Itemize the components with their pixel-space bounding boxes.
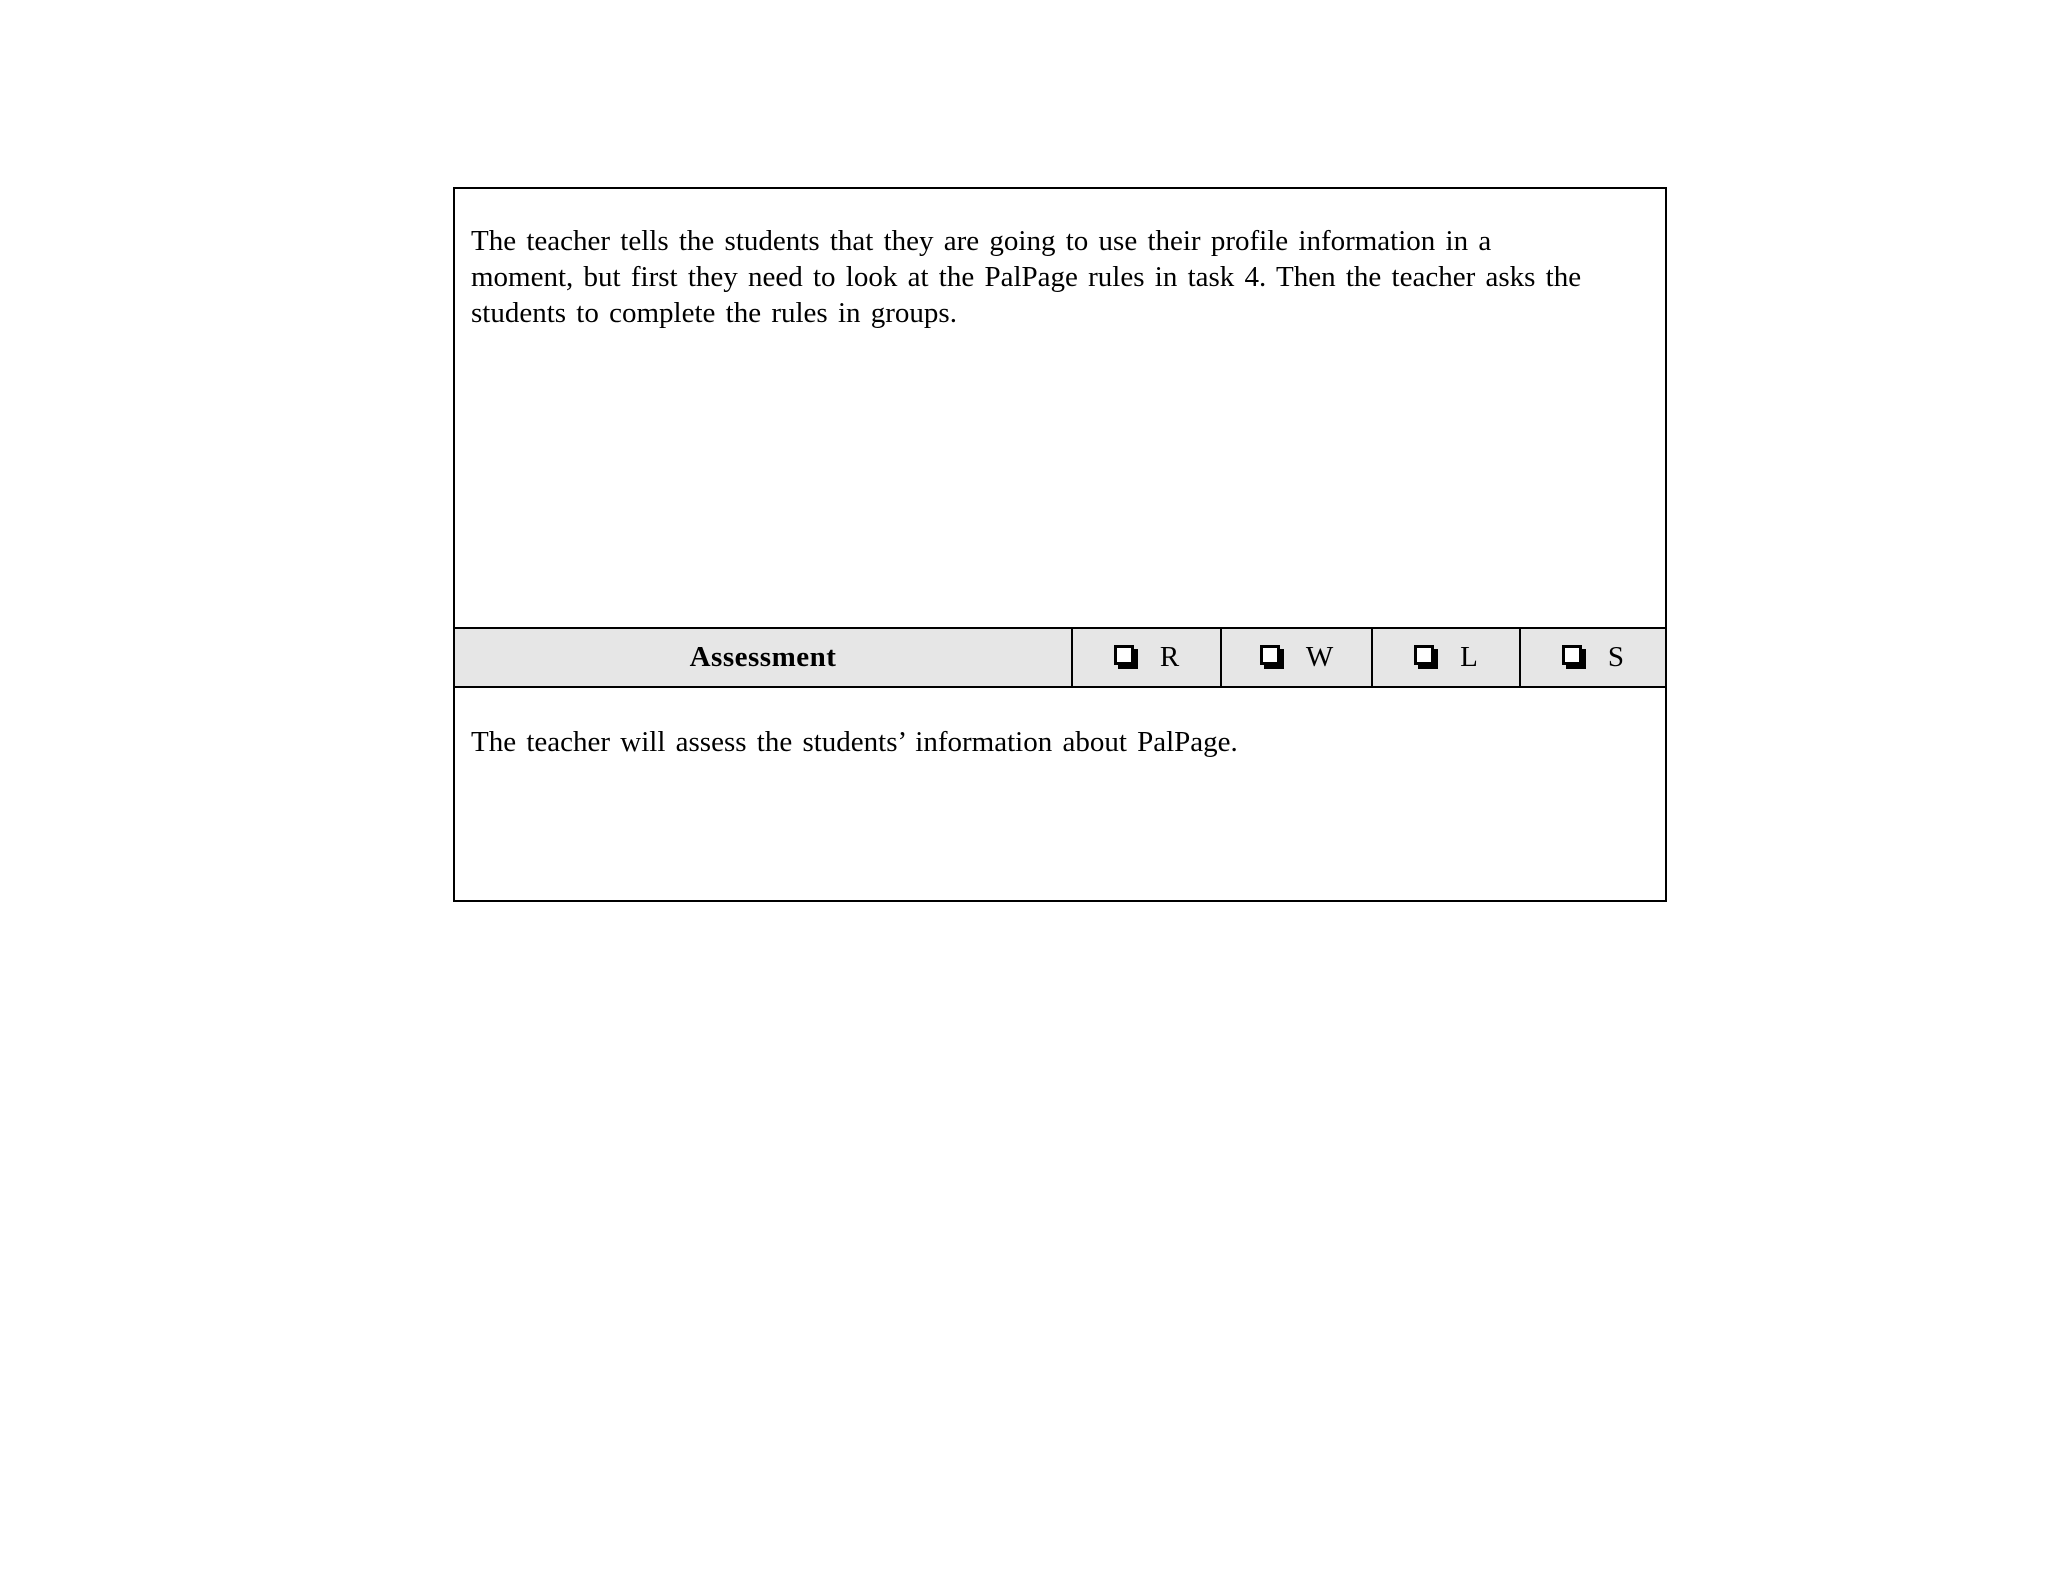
assessment-header-row: [455, 627, 1665, 688]
checkbox-icon[interactable]: [1260, 645, 1280, 665]
checkbox-icon[interactable]: [1562, 645, 1582, 665]
skill-writing-cell[interactable]: [1220, 629, 1371, 686]
assessment-heading: Assessment: [455, 629, 1073, 686]
checkbox-icon[interactable]: [1114, 645, 1134, 665]
skill-listening-cell[interactable]: [1371, 629, 1519, 686]
skill-reading-cell[interactable]: [1073, 629, 1220, 686]
skill-label: L: [1460, 641, 1478, 673]
checkbox-icon[interactable]: [1414, 645, 1434, 665]
lesson-plan-table: [453, 187, 1667, 902]
procedure-line: The teacher tells the students that they are going to use their profile information in a: [471, 225, 1492, 257]
skill-label: R: [1159, 641, 1180, 673]
assessment-description: The teacher will assess the students’ information about PalPage.: [471, 726, 1238, 758]
skill-label: S: [1607, 641, 1625, 673]
skill-label: W: [1305, 641, 1334, 673]
procedure-line: students to complete the rules in groups.: [471, 297, 957, 329]
assessment-section: [455, 688, 1665, 900]
skill-speaking-cell[interactable]: [1519, 629, 1665, 686]
procedure-text: [471, 223, 1611, 331]
procedure-line: moment, but first they need to look at the PalPage rules in task 4. Then the teacher asks the: [471, 261, 1582, 293]
procedure-section: [455, 189, 1665, 627]
